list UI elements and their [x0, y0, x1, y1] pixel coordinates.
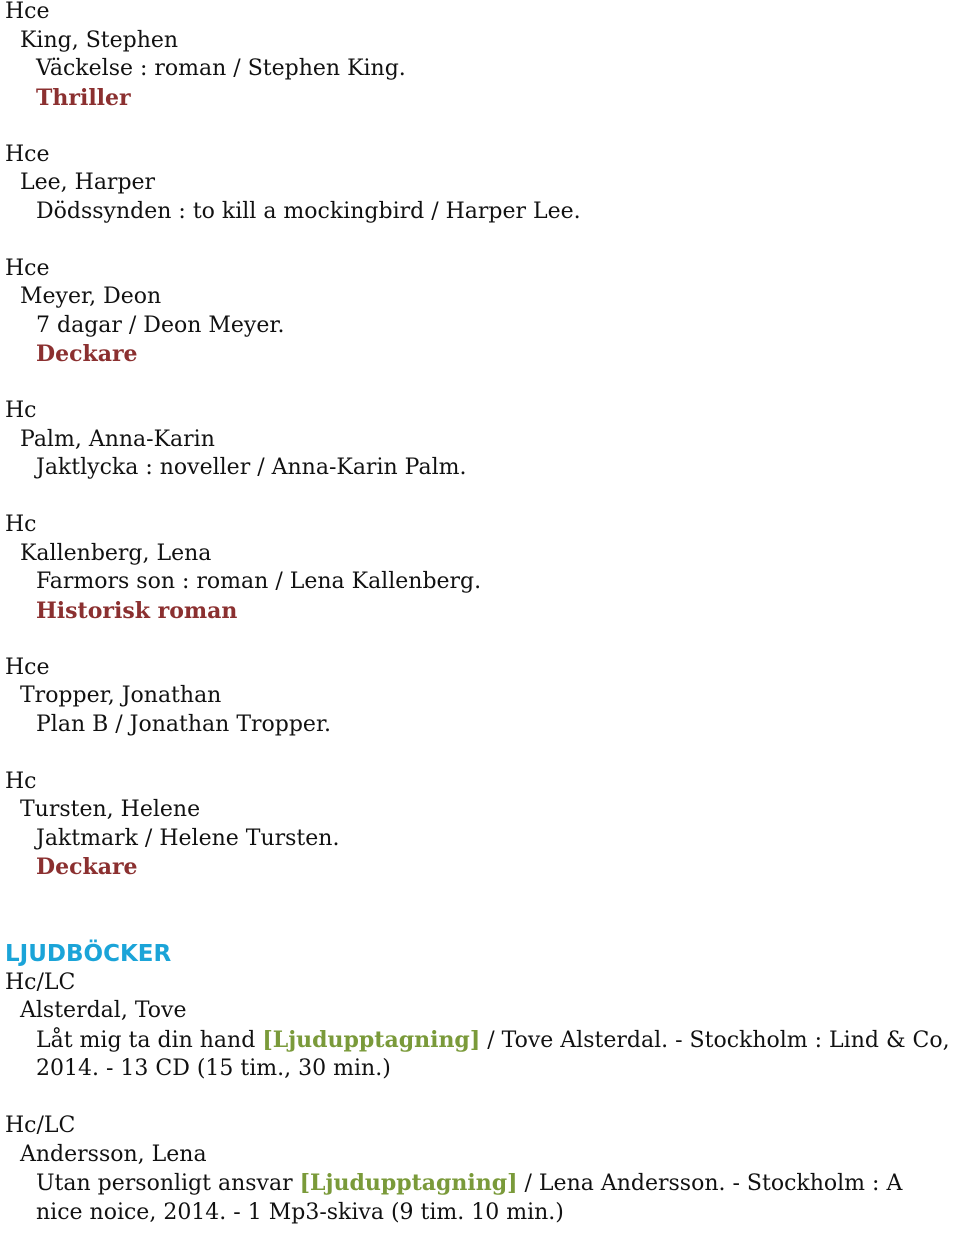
audiobook-entry — [5, 969, 955, 1084]
shelf-code: Hc — [5, 768, 37, 794]
book-title: 7 dagar / Deon Meyer. — [36, 312, 285, 338]
book-author: Andersson, Lena — [20, 1141, 207, 1167]
shelf-code: Hce — [5, 0, 50, 24]
book-entry — [5, 141, 955, 227]
book-title: Dödssynden : to kill a mockingbird / Harper Lee. — [36, 198, 581, 224]
book-author: Tursten, Helene — [20, 797, 201, 822]
book-genre: Thriller — [36, 84, 131, 111]
book-description — [36, 1169, 955, 1227]
book-entry — [5, 0, 955, 112]
book-title: Utan personligt ansvar — [36, 1171, 293, 1196]
medium-label: [Ljudupptagning] — [299, 1170, 518, 1196]
book-entry — [5, 255, 955, 369]
publication-details: / Lena Andersson. - Stockholm : A nice noice, 2014. - 1 Mp3-skiva (9 tim. 10 min.) — [36, 1171, 903, 1225]
shelf-code: Hc/LC — [5, 969, 76, 995]
medium-label: [Ljudupptagning] — [262, 1026, 481, 1053]
book-entry — [5, 511, 955, 625]
book-author: Alsterdal, Tove — [20, 998, 187, 1023]
book-author: Lee, Harper — [20, 170, 156, 195]
book-entry — [5, 768, 955, 882]
book-author: King, Stephen — [20, 27, 179, 53]
document — [5, 0, 955, 1256]
shelf-code: Hce — [5, 654, 50, 680]
book-entry — [5, 654, 955, 740]
book-author: Tropper, Jonathan — [20, 683, 222, 708]
book-description — [36, 1026, 955, 1084]
audiobook-entry — [5, 1112, 955, 1227]
book-author: Kallenberg, Lena — [20, 540, 212, 566]
book-title: Jaktmark / Helene Tursten. — [36, 825, 340, 851]
book-title: Låt mig ta din hand — [36, 1027, 256, 1053]
book-genre: Deckare — [36, 854, 138, 880]
book-genre: Historisk roman — [36, 597, 238, 624]
book-title: Jaktlycka : noveller / Anna-Karin Palm. — [36, 455, 467, 480]
book-author: Palm, Anna-Karin — [20, 426, 215, 452]
shelf-code: Hce — [5, 141, 50, 167]
book-entry — [5, 397, 955, 483]
publication-details: / Tove Alsterdal. - Stockholm : Lind & Co, 2014. - 13 CD (15 tim., 30 min.) — [36, 1027, 950, 1081]
shelf-code: Hc — [5, 398, 37, 423]
book-title: Väckelse : roman / Stephen King. — [36, 56, 406, 81]
book-author: Meyer, Deon — [20, 284, 162, 309]
book-title: Plan B / Jonathan Tropper. — [36, 711, 332, 737]
shelf-code: Hce — [5, 255, 50, 281]
shelf-code: Hc — [5, 512, 37, 537]
book-title: Farmors son : roman / Lena Kallenberg. — [36, 569, 482, 594]
section-heading-audiobooks: LJUDBÖCKER — [5, 940, 172, 967]
book-genre: Deckare — [36, 341, 138, 367]
shelf-code: Hc/LC — [5, 1113, 76, 1138]
